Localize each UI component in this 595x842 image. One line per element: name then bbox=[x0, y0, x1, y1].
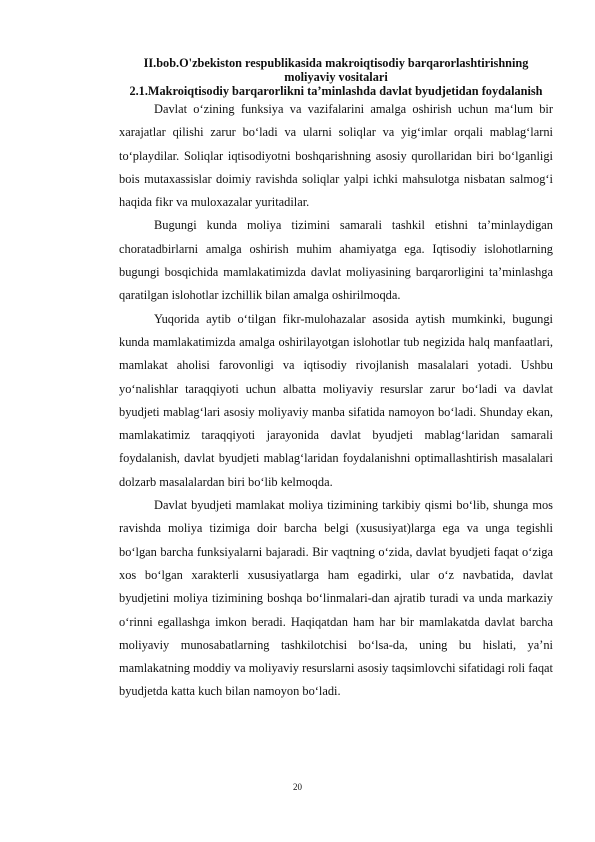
chapter-title: II.bob.O'zbekiston respublikasida makroiqtisodiy barqarorlashtirishning moliyaviy vositalari bbox=[143, 56, 529, 84]
paragraph-1: Davlat o‘zining funksiya va vazifalarini amalga oshirish uchun ma‘lum bir xarajatlar qilishi zarur bo‘ladi va ularni soliqlar va yig‘imlar orqali mablag‘larni to‘playdilar. Soliqlar iqtisodiyotni boshqarishning asosiy qurollaridan biri bo‘lganligi bois mutaxassislar doimiy ravishda soliqlar yalpi ichki mahsulotga nisbatan salmog‘i haqida fikr va muloxazalar yuritadilar. bbox=[119, 102, 553, 210]
paragraph-4: Davlat byudjeti mamlakat moliya tizimining tarkibiy qismi bo‘lib, shunga mos ravishda moliya tizimiga doir barcha belgi (xususiyat)larga ega va unga tegishli bo‘lgan barcha funksiyalarni bajaradi. Bir vaqtning o‘zida, davlat byudjeti faqat o‘ziga xos bo‘lgan xarakterli xususiyatlarga ham egadirki, ular o‘z navbatida, davlat byudjetini moliya tizimining boshqa bo‘linmalari-dan ajratib turadi va unda markaziy o‘rinni egallashga imkon beradi. Haqiqatdan ham har bir mamlakatda davlat barcha moliyaviy munosabatlarning tashkilotchisi bo‘lsa-da, uning bu hislati, ya’ni mamlakatning moddiy va moliyaviy resurslarni asosiy taqsimlovchi sifatidagi roli faqat byudjetda katta kuch bilan namoyon bo‘ladi. bbox=[119, 498, 553, 699]
paragraph-3: Yuqorida aytib o‘tilgan fikr-mulohazalar asosida aytish mumkinki, bugungi kunda mamlakatimizda amalga oshirilayotgan islohotlar tub negizida halq manfaatlari, mamlakat aholisi farovonligi va iqtisodiy rivojlanish masalalari yotadi. Ushbu yo‘nalishlar taraqqiyoti uchun albatta moliyaviy resurslar zarur bo‘ladi va davlat byudjeti mablag‘lari asosiy moliyaviy manba sifatida namoyon bo‘ladi. Shunday ekan, mamlakatimiz taraqqiyoti jarayonida davlat byudjeti mablag‘laridan samarali foydalanish, davlat byudjeti mablag‘laridan foydalanishni optimallashtirish masalalari dolzarb masalalardan biri bo‘lib kelmoqda. bbox=[119, 311, 553, 489]
section-title: 2.1.Makroiqtisodiy barqarorlikni ta’minlashda davlat byudjetidan foydalanish bbox=[129, 84, 543, 98]
paragraph-2: Bugungi kunda moliya tizimini samarali tashkil etishni ta’minlaydigan choratadbirlarni amalga oshirish muhim ahamiyatga ega. Iqtisodiy islohotlarning bugungi bosqichida mamlakatimizda davlat moliyasining barqarorligini ta’minlashga qaratilgan islohotlar izchillik bilan amalga oshirilmoqda. bbox=[119, 218, 553, 303]
page-number: 20 bbox=[293, 782, 302, 792]
page-content bbox=[119, 56, 553, 704]
